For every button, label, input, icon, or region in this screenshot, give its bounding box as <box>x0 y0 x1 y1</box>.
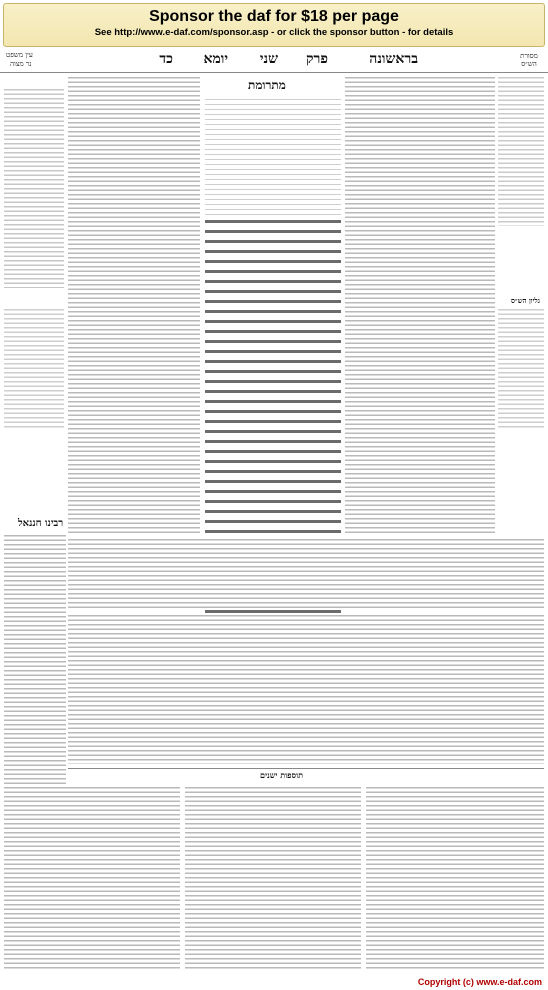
margin-left-title-1: עין משפט <box>6 51 33 59</box>
main-opening-word: מתרומת <box>248 78 286 92</box>
header-daf: כד <box>159 51 173 67</box>
gilyon-column <box>498 308 544 428</box>
header-chapter-number: שני <box>259 51 278 67</box>
bottom-notes-left <box>4 786 180 971</box>
banner-subtitle: See http://www.e-daf.com/sponsor.asp - or click the sponsor button - for details <box>94 27 454 38</box>
gilyon-label: גליון הש״ס <box>510 296 540 305</box>
sponsor-banner[interactable] <box>3 3 545 47</box>
margin-right-title: מסורת הש״ס <box>520 52 538 68</box>
gemara-upper <box>205 98 341 218</box>
page-header <box>0 48 548 73</box>
copyright-text[interactable]: Copyright (c) www.e-daf.com <box>417 977 542 987</box>
margin-left-title-2: נר מצוה <box>10 60 32 68</box>
bottom-notes-center <box>185 786 361 971</box>
ein-mishpat-column <box>4 88 64 288</box>
divider-line <box>68 768 544 769</box>
rashi-column <box>345 76 495 536</box>
banner-title[interactable]: Sponsor the daf for $18 per page <box>149 8 399 25</box>
header-perek: פרק <box>306 51 328 67</box>
masoret-hashas-column <box>498 76 544 226</box>
hagahot-label: תוספות ישנים <box>260 770 303 780</box>
rabbeinu-chananel-label: רבינו חננאל <box>18 518 64 529</box>
lower-tosafot-block <box>68 538 544 610</box>
header-chapter-start: בראשונה <box>369 51 418 67</box>
talmud-page <box>0 48 548 990</box>
header-tractate: יומא <box>203 51 228 67</box>
tosafot-column <box>68 76 200 536</box>
margin-notes-column <box>4 308 64 428</box>
bottom-notes-right <box>366 786 544 971</box>
lower-commentary-block <box>68 614 544 764</box>
